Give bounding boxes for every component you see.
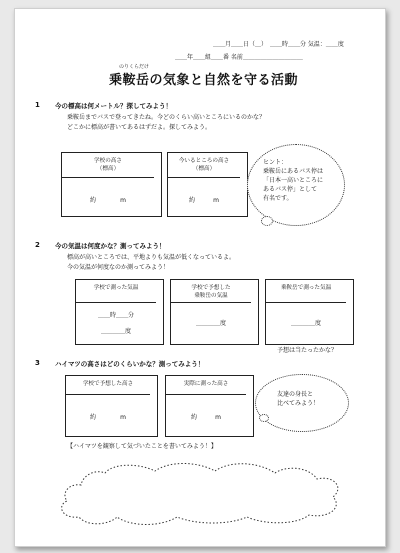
q3-box2-tab bbox=[246, 375, 254, 437]
q3-box2-label: 実際に測った高さ bbox=[183, 381, 229, 387]
q1-box2-value: 約 m bbox=[189, 197, 219, 204]
hint-text: ヒント： 乗鞍岳にあるバス停は 「日本一高いところに あるバス停」として 有名です。 bbox=[263, 159, 324, 202]
q3-predicted-height-box[interactable] bbox=[65, 375, 151, 437]
q2-norikura-temp-box[interactable] bbox=[265, 279, 347, 345]
q1-text-line-1: 乗鞍岳までバスで登ってきたね。今どのくらい高いところにいるのかな？ bbox=[67, 114, 266, 121]
hint-bubble-tail bbox=[261, 216, 273, 226]
q3-number: 3 bbox=[35, 359, 40, 367]
q3-measured-height-box[interactable] bbox=[165, 375, 247, 437]
q3-title: ハイマツの高さはどのくらいかな？測ってみよう！ bbox=[55, 360, 205, 368]
q2-box2-divider bbox=[171, 302, 251, 303]
q1-current-height-box[interactable] bbox=[167, 152, 241, 217]
q1-box1-tab bbox=[154, 152, 162, 217]
class-name-line: ＿＿年＿＿組＿＿番 名前＿＿＿＿＿＿＿＿＿＿ bbox=[175, 54, 303, 61]
q1-title: 今の標高は何メートル？探してみよう！ bbox=[55, 102, 172, 110]
q1-number: 1 bbox=[35, 101, 40, 109]
q2-box1-time: ＿＿時＿＿分 bbox=[97, 312, 134, 319]
q2-box2-temp: ＿＿＿＿度 bbox=[195, 320, 226, 327]
q2-box3-divider bbox=[266, 302, 346, 303]
compare-text: 友達の身長と 比べてみよう！ bbox=[277, 391, 320, 407]
q2-box3-label: 乗鞍岳で測った気温 bbox=[280, 285, 332, 291]
date-time-temp-line: ＿＿月＿＿日（＿） ＿＿時＿＿分 気温：＿＿度 bbox=[213, 41, 344, 48]
q1-box2-divider bbox=[168, 177, 240, 178]
q3-box1-label: 学校で予想した高さ bbox=[82, 381, 134, 387]
q2-box1-tab bbox=[156, 279, 164, 345]
q3-box2-value: 約 m bbox=[191, 414, 221, 421]
q2-school-temp-box[interactable] bbox=[75, 279, 157, 345]
q1-text-line-2: どこかに標高が書いてあるはずだよ。探してみよう。 bbox=[67, 124, 212, 131]
q2-number: 2 bbox=[35, 241, 40, 249]
q2-box1-temp: ＿＿＿＿度 bbox=[100, 328, 131, 335]
q2-box2-label: 学校で予想した 乗鞍岳の気温 bbox=[191, 285, 231, 299]
q2-title: 今の気温は何度かな？測ってみよう！ bbox=[55, 242, 166, 250]
title-ruby: のりくらだけ bbox=[119, 64, 150, 70]
q2-box1-label: 学校で測った気温 bbox=[93, 285, 139, 291]
q1-school-height-box[interactable] bbox=[61, 152, 155, 217]
q1-box1-label: 学校の高さ （標高） bbox=[94, 158, 122, 172]
q2-box3-tab bbox=[346, 279, 354, 345]
q1-box1-value: 約 m bbox=[90, 197, 126, 204]
q3-box2-divider bbox=[166, 394, 246, 395]
q3-box1-tab bbox=[150, 375, 158, 437]
q2-text-line-2: 今の気温が何度なのか測ってみよう！ bbox=[67, 264, 170, 271]
page-title: 乗鞍岳の気象と自然を守る活動 bbox=[109, 73, 299, 88]
q3-box1-value: 約 m bbox=[90, 414, 126, 421]
q2-box3-temp: ＿＿＿＿度 bbox=[290, 320, 321, 327]
q2-prediction-check: 予想は当たったかな？ bbox=[277, 347, 338, 354]
q1-box2-label: 今いるところの高さ （標高） bbox=[178, 158, 230, 172]
observation-cloud[interactable] bbox=[51, 455, 351, 527]
q1-box1-divider bbox=[62, 177, 154, 178]
q2-box1-divider bbox=[76, 302, 156, 303]
q2-text-line-1: 標高が高いところでは、平地よりも気温が低くなっているよ。 bbox=[67, 254, 235, 261]
worksheet-page bbox=[14, 8, 386, 547]
compare-bubble-tail bbox=[259, 414, 269, 422]
q2-box2-tab bbox=[251, 279, 259, 345]
q3-box1-divider bbox=[66, 394, 150, 395]
q2-predicted-temp-box[interactable] bbox=[170, 279, 252, 345]
observation-prompt: 【ハイマツを観察して気づいたことを書いてみよう！】 bbox=[67, 443, 217, 450]
